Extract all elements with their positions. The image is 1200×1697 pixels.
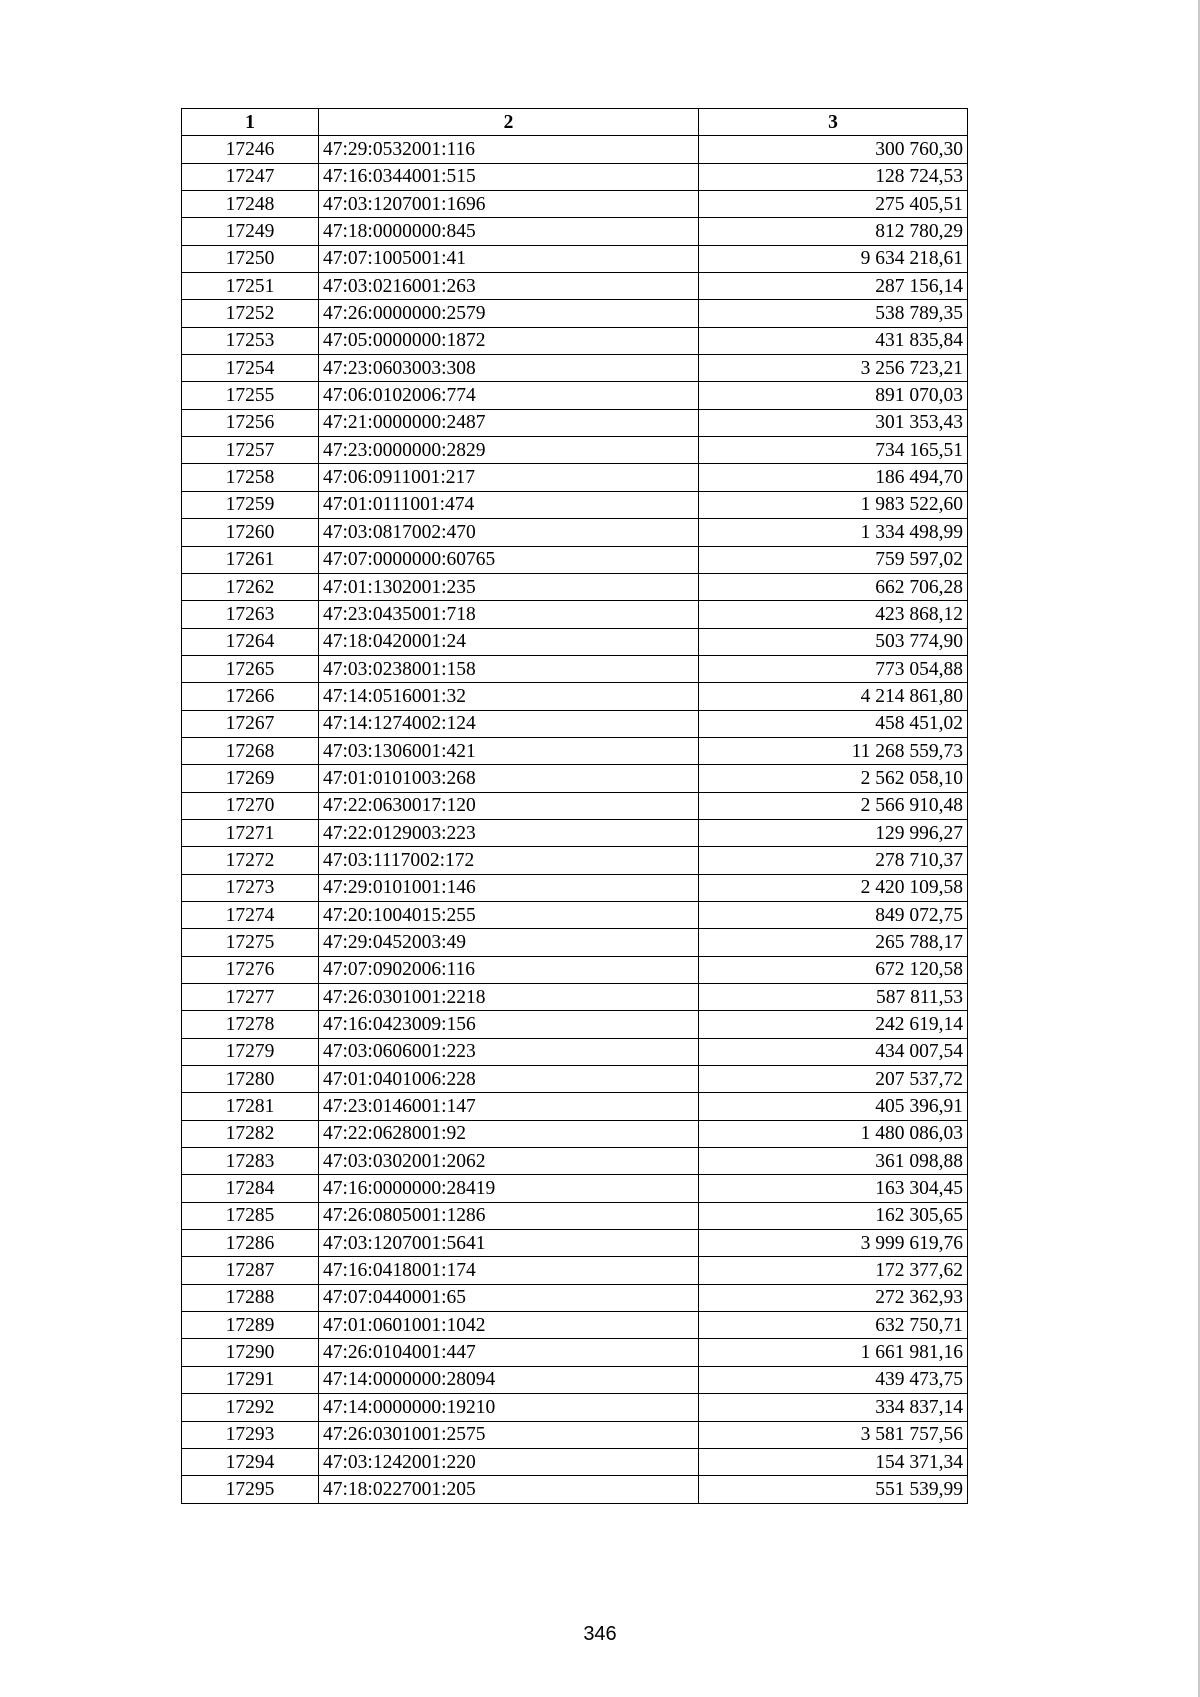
cadastral-number-cell: 47:22:0628001:92 xyxy=(319,1120,699,1147)
value-cell: 186 494,70 xyxy=(699,464,968,491)
value-cell: 272 362,93 xyxy=(699,1284,968,1311)
value-cell: 4 214 861,80 xyxy=(699,683,968,710)
cadastral-number-cell: 47:05:0000000:1872 xyxy=(319,327,699,354)
cadastral-number-cell: 47:18:0420001:24 xyxy=(319,628,699,655)
value-cell: 734 165,51 xyxy=(699,437,968,464)
table-row xyxy=(182,163,968,190)
table-row xyxy=(182,1339,968,1366)
row-number-cell: 17267 xyxy=(182,710,319,737)
row-number-cell: 17252 xyxy=(182,300,319,327)
value-cell: 1 983 522,60 xyxy=(699,491,968,518)
row-number-cell: 17289 xyxy=(182,1312,319,1339)
table-row xyxy=(182,327,968,354)
value-cell: 275 405,51 xyxy=(699,191,968,218)
value-cell: 1 334 498,99 xyxy=(699,519,968,546)
row-number-cell: 17255 xyxy=(182,382,319,409)
cadastral-number-cell: 47:03:1207001:5641 xyxy=(319,1230,699,1257)
table-body xyxy=(182,136,968,1503)
value-cell: 3 581 757,56 xyxy=(699,1421,968,1448)
table-row xyxy=(182,273,968,300)
table-row xyxy=(182,819,968,846)
row-number-cell: 17258 xyxy=(182,464,319,491)
row-number-cell: 17254 xyxy=(182,355,319,382)
cadastral-number-cell: 47:03:1306001:421 xyxy=(319,737,699,764)
row-number-cell: 17265 xyxy=(182,655,319,682)
table-row xyxy=(182,1066,968,1093)
cadastral-number-cell: 47:03:0817002:470 xyxy=(319,519,699,546)
table-row xyxy=(182,1257,968,1284)
row-number-cell: 17247 xyxy=(182,163,319,190)
value-cell: 162 305,65 xyxy=(699,1202,968,1229)
cadastral-number-cell: 47:21:0000000:2487 xyxy=(319,409,699,436)
table-row xyxy=(182,218,968,245)
table-row xyxy=(182,1421,968,1448)
cadastral-number-cell: 47:26:0301001:2218 xyxy=(319,984,699,1011)
row-number-cell: 17272 xyxy=(182,847,319,874)
table-row xyxy=(182,737,968,764)
row-number-cell: 17269 xyxy=(182,765,319,792)
row-number-cell: 17261 xyxy=(182,546,319,573)
value-cell: 662 706,28 xyxy=(699,573,968,600)
table-row xyxy=(182,1038,968,1065)
table-row xyxy=(182,1312,968,1339)
value-cell: 538 789,35 xyxy=(699,300,968,327)
table-row xyxy=(182,792,968,819)
row-number-cell: 17251 xyxy=(182,273,319,300)
value-cell: 812 780,29 xyxy=(699,218,968,245)
table-row xyxy=(182,1175,968,1202)
value-cell: 163 304,45 xyxy=(699,1175,968,1202)
table-row xyxy=(182,300,968,327)
cadastral-number-cell: 47:07:0000000:60765 xyxy=(319,546,699,573)
row-number-cell: 17284 xyxy=(182,1175,319,1202)
table-row xyxy=(182,409,968,436)
table-row xyxy=(182,1202,968,1229)
table-row xyxy=(182,1093,968,1120)
value-cell: 3 256 723,21 xyxy=(699,355,968,382)
cadastral-number-cell: 47:03:0606001:223 xyxy=(319,1038,699,1065)
row-number-cell: 17275 xyxy=(182,929,319,956)
cadastral-number-cell: 47:03:0238001:158 xyxy=(319,655,699,682)
row-number-cell: 17290 xyxy=(182,1339,319,1366)
cadastral-number-cell: 47:14:0000000:19210 xyxy=(319,1394,699,1421)
cadastral-number-cell: 47:01:0111001:474 xyxy=(319,491,699,518)
cadastral-number-cell: 47:26:0000000:2579 xyxy=(319,300,699,327)
value-cell: 154 371,34 xyxy=(699,1448,968,1475)
row-number-cell: 17281 xyxy=(182,1093,319,1120)
table-row xyxy=(182,1284,968,1311)
row-number-cell: 17263 xyxy=(182,601,319,628)
value-cell: 1 661 981,16 xyxy=(699,1339,968,1366)
cadastral-number-cell: 47:22:0630017:120 xyxy=(319,792,699,819)
header-col-3: 3 xyxy=(699,109,968,136)
cadastral-number-cell: 47:01:0601001:1042 xyxy=(319,1312,699,1339)
row-number-cell: 17278 xyxy=(182,1011,319,1038)
value-cell: 129 996,27 xyxy=(699,819,968,846)
row-number-cell: 17248 xyxy=(182,191,319,218)
data-table xyxy=(181,108,968,1504)
row-number-cell: 17246 xyxy=(182,136,319,163)
row-number-cell: 17276 xyxy=(182,956,319,983)
row-number-cell: 17270 xyxy=(182,792,319,819)
row-number-cell: 17256 xyxy=(182,409,319,436)
value-cell: 361 098,88 xyxy=(699,1148,968,1175)
table-row xyxy=(182,519,968,546)
value-cell: 242 619,14 xyxy=(699,1011,968,1038)
value-cell: 1 480 086,03 xyxy=(699,1120,968,1147)
page-number: 346 xyxy=(583,1623,617,1645)
cadastral-number-cell: 47:23:0000000:2829 xyxy=(319,437,699,464)
table-row xyxy=(182,710,968,737)
row-number-cell: 17266 xyxy=(182,683,319,710)
value-cell: 300 760,30 xyxy=(699,136,968,163)
value-cell: 278 710,37 xyxy=(699,847,968,874)
row-number-cell: 17283 xyxy=(182,1148,319,1175)
value-cell: 265 788,17 xyxy=(699,929,968,956)
cadastral-number-cell: 47:14:0516001:32 xyxy=(319,683,699,710)
cadastral-number-cell: 47:03:1242001:220 xyxy=(319,1448,699,1475)
value-cell: 632 750,71 xyxy=(699,1312,968,1339)
cadastral-number-cell: 47:29:0101001:146 xyxy=(319,874,699,901)
cadastral-number-cell: 47:14:0000000:28094 xyxy=(319,1366,699,1393)
table-row xyxy=(182,601,968,628)
value-cell: 423 868,12 xyxy=(699,601,968,628)
row-number-cell: 17259 xyxy=(182,491,319,518)
row-number-cell: 17288 xyxy=(182,1284,319,1311)
cadastral-number-cell: 47:01:1302001:235 xyxy=(319,573,699,600)
cadastral-number-cell: 47:29:0532001:116 xyxy=(319,136,699,163)
table-row xyxy=(182,874,968,901)
row-number-cell: 17293 xyxy=(182,1421,319,1448)
table-row xyxy=(182,546,968,573)
table-row xyxy=(182,191,968,218)
cadastral-number-cell: 47:03:0302001:2062 xyxy=(319,1148,699,1175)
value-cell: 128 724,53 xyxy=(699,163,968,190)
value-cell: 431 835,84 xyxy=(699,327,968,354)
table-row xyxy=(182,1120,968,1147)
table-row xyxy=(182,1230,968,1257)
value-cell: 434 007,54 xyxy=(699,1038,968,1065)
table-row xyxy=(182,464,968,491)
row-number-cell: 17271 xyxy=(182,819,319,846)
value-cell: 849 072,75 xyxy=(699,901,968,928)
table-row xyxy=(182,136,968,163)
cadastral-number-cell: 47:23:0146001:147 xyxy=(319,1093,699,1120)
value-cell: 773 054,88 xyxy=(699,655,968,682)
cadastral-number-cell: 47:26:0301001:2575 xyxy=(319,1421,699,1448)
cadastral-number-cell: 47:23:0603003:308 xyxy=(319,355,699,382)
cadastral-number-cell: 47:18:0227001:205 xyxy=(319,1476,699,1503)
value-cell: 2 420 109,58 xyxy=(699,874,968,901)
value-cell: 551 539,99 xyxy=(699,1476,968,1503)
table-row xyxy=(182,1476,968,1503)
cadastral-number-cell: 47:26:0104001:447 xyxy=(319,1339,699,1366)
value-cell: 207 537,72 xyxy=(699,1066,968,1093)
value-cell: 458 451,02 xyxy=(699,710,968,737)
row-number-cell: 17295 xyxy=(182,1476,319,1503)
table-row xyxy=(182,1148,968,1175)
table-row xyxy=(182,573,968,600)
row-number-cell: 17282 xyxy=(182,1120,319,1147)
table-row xyxy=(182,847,968,874)
table-row xyxy=(182,929,968,956)
cadastral-number-cell: 47:29:0452003:49 xyxy=(319,929,699,956)
cadastral-number-cell: 47:03:0216001:263 xyxy=(319,273,699,300)
table-row xyxy=(182,984,968,1011)
table-row xyxy=(182,437,968,464)
row-number-cell: 17277 xyxy=(182,984,319,1011)
row-number-cell: 17285 xyxy=(182,1202,319,1229)
table-row xyxy=(182,355,968,382)
cadastral-number-cell: 47:16:0344001:515 xyxy=(319,163,699,190)
cadastral-number-cell: 47:03:1207001:1696 xyxy=(319,191,699,218)
cadastral-number-cell: 47:23:0435001:718 xyxy=(319,601,699,628)
row-number-cell: 17260 xyxy=(182,519,319,546)
cadastral-number-cell: 47:26:0805001:1286 xyxy=(319,1202,699,1229)
header-col-1: 1 xyxy=(182,109,319,136)
value-cell: 287 156,14 xyxy=(699,273,968,300)
table-row xyxy=(182,491,968,518)
value-cell: 3 999 619,76 xyxy=(699,1230,968,1257)
row-number-cell: 17287 xyxy=(182,1257,319,1284)
value-cell: 891 070,03 xyxy=(699,382,968,409)
header-col-2: 2 xyxy=(319,109,699,136)
value-cell: 2 562 058,10 xyxy=(699,765,968,792)
cadastral-number-cell: 47:06:0102006:774 xyxy=(319,382,699,409)
cadastral-number-cell: 47:07:0902006:116 xyxy=(319,956,699,983)
table-row xyxy=(182,765,968,792)
value-cell: 439 473,75 xyxy=(699,1366,968,1393)
cadastral-number-cell: 47:06:0911001:217 xyxy=(319,464,699,491)
table-row xyxy=(182,628,968,655)
row-number-cell: 17264 xyxy=(182,628,319,655)
table-row xyxy=(182,245,968,272)
value-cell: 2 566 910,48 xyxy=(699,792,968,819)
table-row xyxy=(182,655,968,682)
table-row xyxy=(182,382,968,409)
value-cell: 759 597,02 xyxy=(699,546,968,573)
table-row xyxy=(182,1448,968,1475)
row-number-cell: 17250 xyxy=(182,245,319,272)
cadastral-number-cell: 47:07:1005001:41 xyxy=(319,245,699,272)
cadastral-number-cell: 47:16:0000000:28419 xyxy=(319,1175,699,1202)
row-number-cell: 17279 xyxy=(182,1038,319,1065)
header-row xyxy=(182,109,968,136)
table-header xyxy=(182,109,968,136)
cadastral-number-cell: 47:01:0401006:228 xyxy=(319,1066,699,1093)
row-number-cell: 17268 xyxy=(182,737,319,764)
value-cell: 9 634 218,61 xyxy=(699,245,968,272)
row-number-cell: 17249 xyxy=(182,218,319,245)
value-cell: 672 120,58 xyxy=(699,956,968,983)
value-cell: 587 811,53 xyxy=(699,984,968,1011)
value-cell: 334 837,14 xyxy=(699,1394,968,1421)
row-number-cell: 17280 xyxy=(182,1066,319,1093)
cadastral-number-cell: 47:14:1274002:124 xyxy=(319,710,699,737)
cadastral-number-cell: 47:22:0129003:223 xyxy=(319,819,699,846)
cadastral-number-cell: 47:18:0000000:845 xyxy=(319,218,699,245)
cadastral-number-cell: 47:16:0423009:156 xyxy=(319,1011,699,1038)
row-number-cell: 17286 xyxy=(182,1230,319,1257)
table-row xyxy=(182,956,968,983)
table-row xyxy=(182,1366,968,1393)
cadastral-number-cell: 47:03:1117002:172 xyxy=(319,847,699,874)
table-row xyxy=(182,901,968,928)
row-number-cell: 17292 xyxy=(182,1394,319,1421)
value-cell: 405 396,91 xyxy=(699,1093,968,1120)
cadastral-number-cell: 47:20:1004015:255 xyxy=(319,901,699,928)
row-number-cell: 17274 xyxy=(182,901,319,928)
value-cell: 172 377,62 xyxy=(699,1257,968,1284)
row-number-cell: 17257 xyxy=(182,437,319,464)
row-number-cell: 17294 xyxy=(182,1448,319,1475)
table-row xyxy=(182,683,968,710)
value-cell: 11 268 559,73 xyxy=(699,737,968,764)
cadastral-number-cell: 47:01:0101003:268 xyxy=(319,765,699,792)
value-cell: 503 774,90 xyxy=(699,628,968,655)
row-number-cell: 17253 xyxy=(182,327,319,354)
row-number-cell: 17291 xyxy=(182,1366,319,1393)
value-cell: 301 353,43 xyxy=(699,409,968,436)
row-number-cell: 17262 xyxy=(182,573,319,600)
cadastral-number-cell: 47:07:0440001:65 xyxy=(319,1284,699,1311)
row-number-cell: 17273 xyxy=(182,874,319,901)
cadastral-number-cell: 47:16:0418001:174 xyxy=(319,1257,699,1284)
table-row xyxy=(182,1011,968,1038)
table-row xyxy=(182,1394,968,1421)
